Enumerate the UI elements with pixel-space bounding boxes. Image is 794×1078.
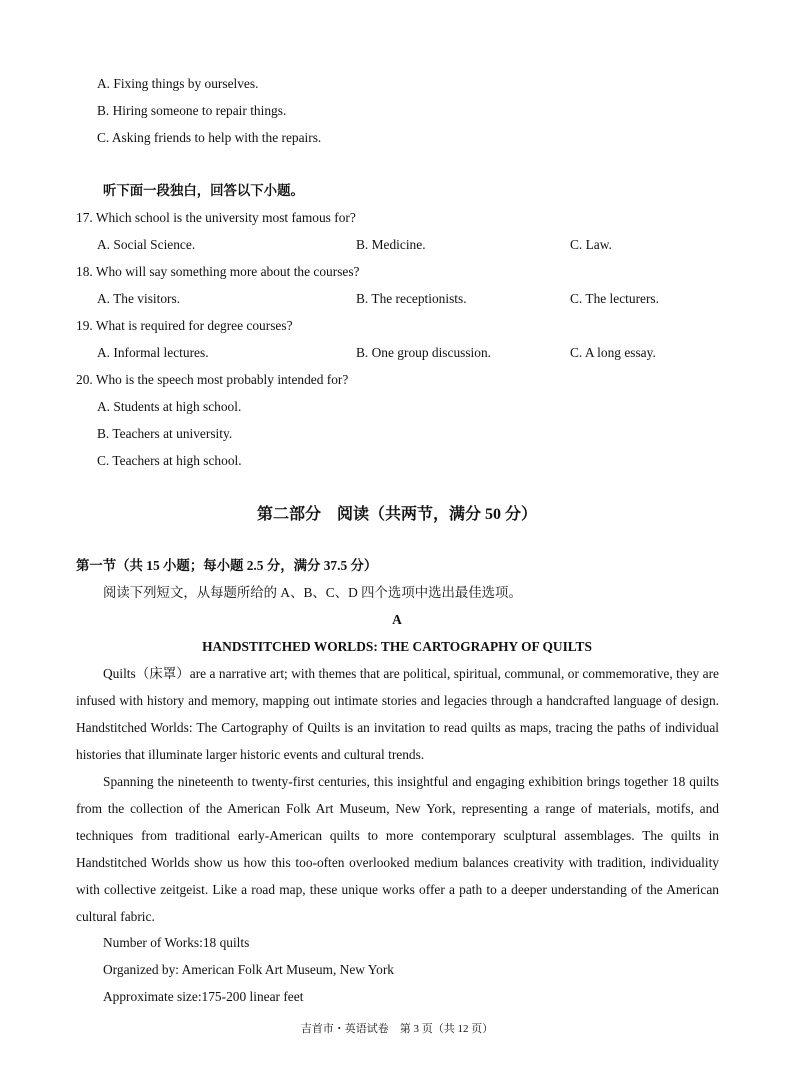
monologue-instruction: 听下面一段独白，回答以下小题。 [103, 183, 304, 198]
passage-label: A [392, 612, 402, 627]
prev-option-c: C. Asking friends to help with the repairs. [97, 130, 322, 145]
question-17-option-c: C. Law. [570, 237, 612, 252]
reading-instruction: 阅读下列短文，从每题所给的 A、B、C、D 四个选项中选出最佳选项。 [103, 585, 522, 600]
question-19-option-c: C. A long essay. [570, 345, 656, 360]
page-footer: 吉首市・英语试卷 第 3 页（共 12 页） [300, 1023, 494, 1035]
fact-number-of-works: Number of Works:18 quilts [103, 935, 250, 950]
fact-organized-by: Organized by: American Folk Art Museum, New York [103, 962, 394, 977]
question-19-stem: 19. What is required for degree courses? [76, 318, 293, 333]
question-19-option-b: B. One group discussion. [356, 345, 492, 360]
question-18-stem: 18. Who will say something more about the courses? [76, 264, 360, 279]
question-18-option-c: C. The lecturers. [570, 291, 659, 306]
question-18-option-b: B. The receptionists. [356, 291, 467, 306]
question-17-option-a: A. Social Science. [97, 237, 196, 252]
passage-paragraph-1 [76, 660, 719, 768]
paragraph-2-text: Spanning the nineteenth to twenty-first centuries, this insightful and engaging exhibition brings together 18 quilts from the collection of the American Folk Art Museum, New York, representing a range of materials, motifs, and techniques from traditional early-American quilts to more contemporary sculptural assemblages. The quilts in Handstitched Worlds show us how this too-often overlooked medium balances creativity with tradition, individuality with collective zeitgeist. Like a road map, these unique works offer a path to a deeper understanding of the American cultural fabric. [76, 774, 719, 924]
question-19-option-a: A. Informal lectures. [97, 345, 209, 360]
question-20-stem: 20. Who is the speech most probably intended for? [76, 372, 349, 387]
question-20-option-c: C. Teachers at high school. [97, 453, 242, 468]
question-18-option-a: A. The visitors. [97, 291, 181, 306]
question-17-stem: 17. Which school is the university most famous for? [76, 210, 356, 225]
question-20-option-b: B. Teachers at university. [97, 426, 233, 441]
paragraph-1-text: Quilts（床罩）are a narrative art; with themes that are political, spiritual, communal, or commemorative, they are infused with history and memory, mapping out intimate stories and legacies through a handcrafted language of design. Handstitched Worlds: The Cartography of Quilts is an invitation to read quilts as maps, tracing the paths of individual histories that illuminate larger historic events and cultural trends. [76, 666, 719, 762]
question-20-option-a: A. Students at high school. [97, 399, 242, 414]
prev-option-a: A. Fixing things by ourselves. [97, 76, 259, 91]
prev-option-b: B. Hiring someone to repair things. [97, 103, 287, 118]
section-one-heading: 第一节（共 15 小题；每小题 2.5 分，满分 37.5 分） [76, 558, 378, 573]
passage-paragraph-2 [76, 768, 719, 930]
fact-approximate-size: Approximate size:175-200 linear feet [103, 989, 304, 1004]
question-17-option-b: B. Medicine. [356, 237, 426, 252]
passage-title: HANDSTITCHED WORLDS: THE CARTOGRAPHY OF QUILTS [202, 639, 592, 654]
part-two-title: 第二部分 阅读（共两节，满分 50 分） [256, 506, 537, 523]
